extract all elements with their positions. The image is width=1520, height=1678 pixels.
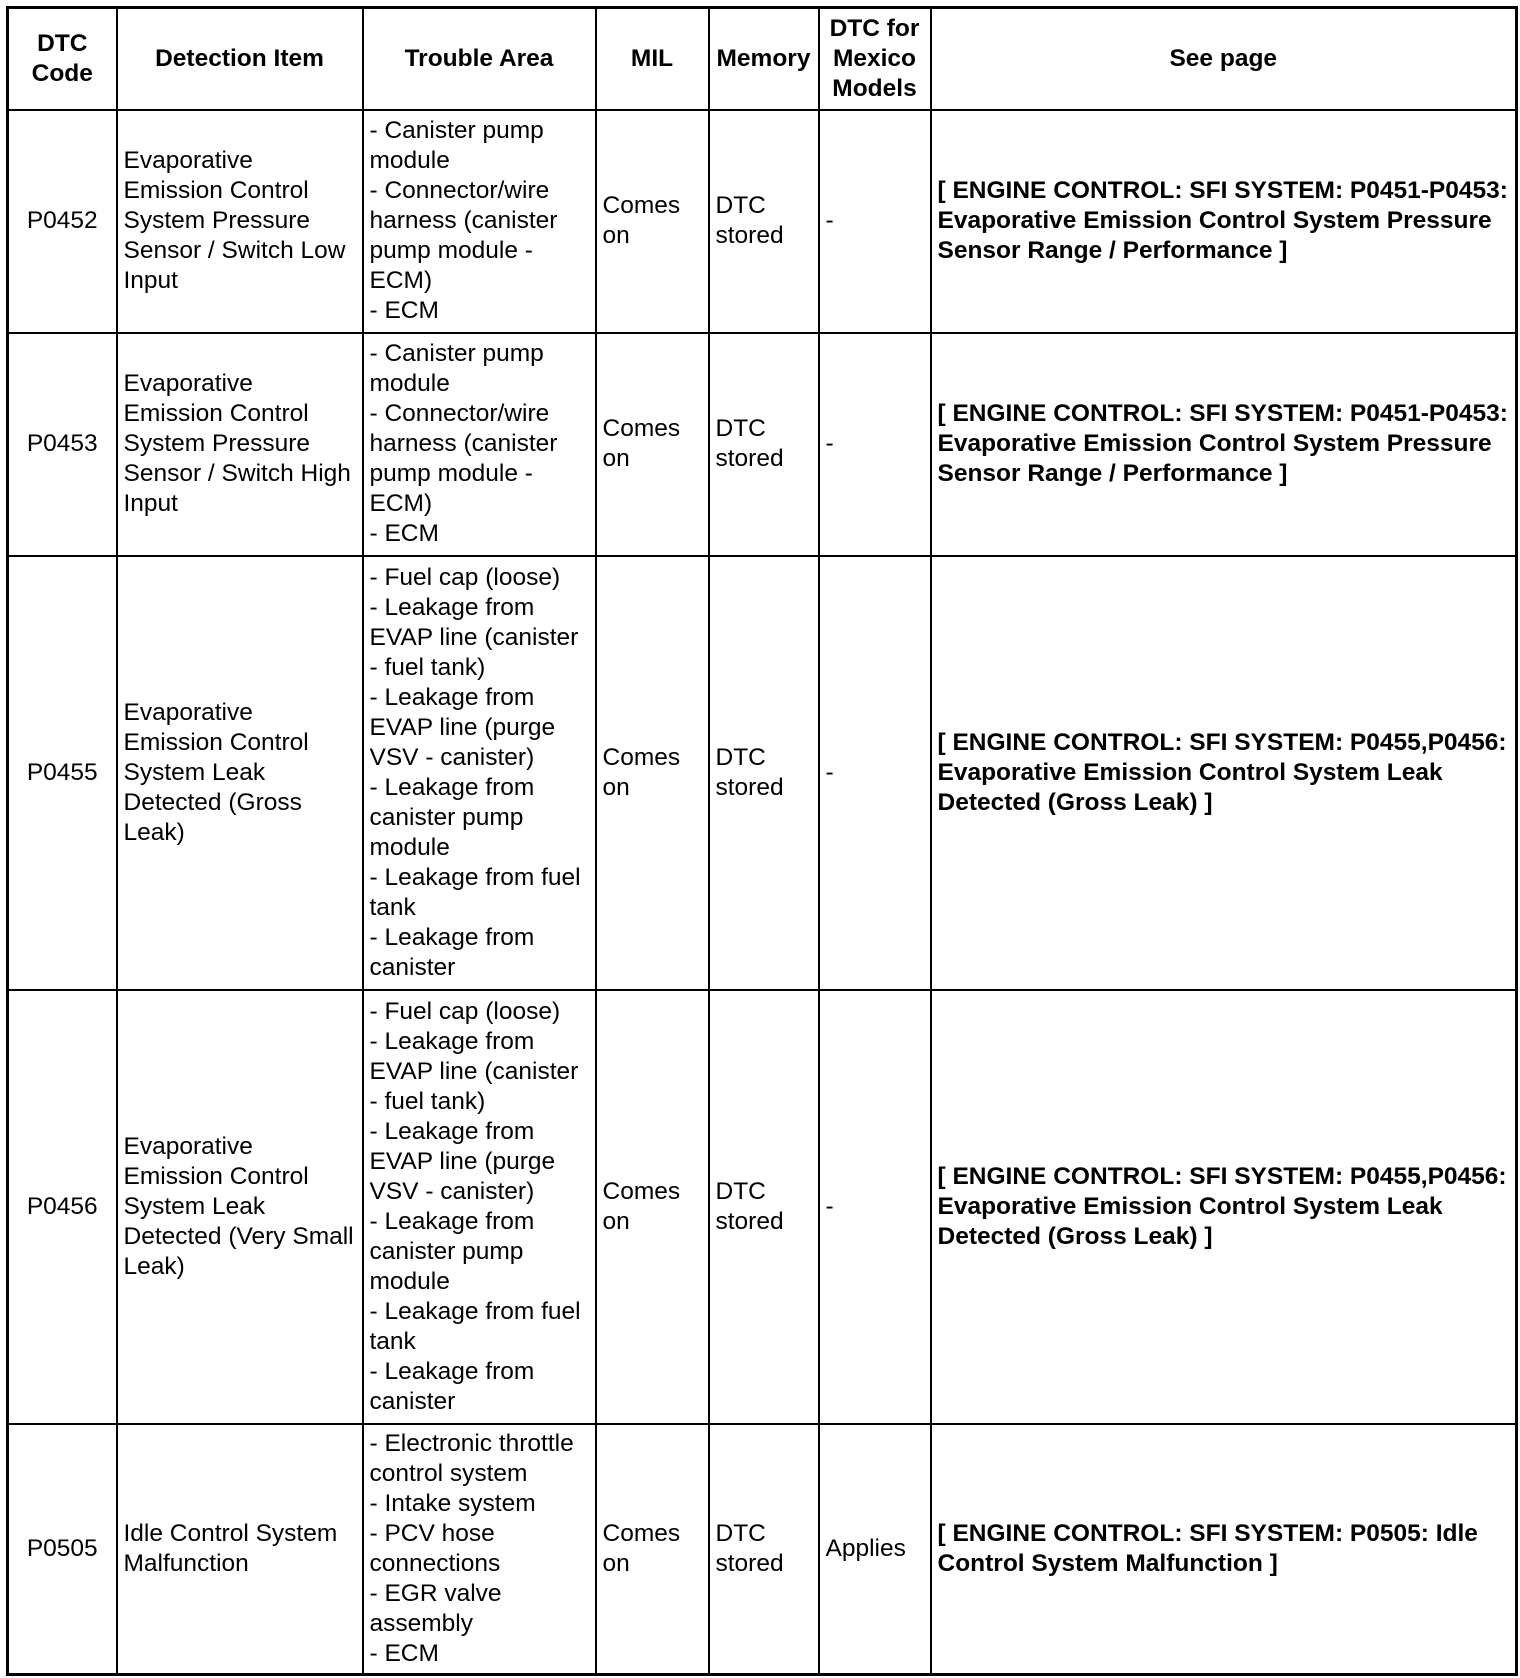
header-see-page: See page <box>931 8 1517 110</box>
trouble-area-line: - Canister pump module <box>369 117 544 174</box>
dtc-code-cell: P0452 <box>8 110 117 333</box>
header-mil: MIL <box>596 8 709 110</box>
mil-cell: Comes on <box>596 333 709 556</box>
header-trouble-area: Trouble Area <box>363 8 596 110</box>
trouble-area-line: - ECM <box>369 1639 439 1667</box>
trouble-area-line: - Fuel cap (loose) <box>369 563 561 591</box>
mil-cell: Comes on <box>596 556 709 990</box>
dtc-mexico-cell: - <box>819 333 931 556</box>
trouble-area-cell <box>363 110 596 333</box>
header-memory: Memory <box>709 8 819 110</box>
header-dtc-code: DTC Code <box>8 8 117 110</box>
trouble-area-cell <box>363 1424 596 1675</box>
trouble-area-line: - Leakage from canister pump module <box>369 1207 535 1295</box>
see-page-link[interactable]: [ ENGINE CONTROL: SFI SYSTEM: P0451-P0453: Evaporative Emission Control System Pressure Sensor Range / Performance ] <box>931 333 1517 556</box>
memory-cell: DTC stored <box>709 1424 819 1675</box>
table-row <box>8 333 1517 556</box>
dtc-mexico-cell: - <box>819 990 931 1424</box>
dtc-code-cell: P0505 <box>8 1424 117 1675</box>
dtc-code-cell: P0453 <box>8 333 117 556</box>
mil-cell: Comes on <box>596 1424 709 1675</box>
trouble-area-line: - Intake system <box>369 1489 536 1517</box>
trouble-area-line: - Leakage from EVAP line (purge VSV - canister) <box>369 1117 556 1205</box>
table-row <box>8 110 1517 333</box>
mil-cell: Comes on <box>596 990 709 1424</box>
trouble-area-line: - Leakage from EVAP line (canister - fuel tank) <box>369 593 579 681</box>
memory-cell: DTC stored <box>709 333 819 556</box>
trouble-area-line: - Fuel cap (loose) <box>369 997 561 1025</box>
dtc-mexico-cell: Applies <box>819 1424 931 1675</box>
trouble-area-cell <box>363 333 596 556</box>
detection-item-cell: Idle Control System Malfunction <box>117 1424 363 1675</box>
trouble-area-line: - PCV hose connections <box>369 1519 501 1577</box>
header-detection-item: Detection Item <box>117 8 363 110</box>
see-page-link[interactable]: [ ENGINE CONTROL: SFI SYSTEM: P0455,P0456: Evaporative Emission Control System Leak Detected (Gross Leak) ] <box>931 556 1517 990</box>
dtc-mexico-cell: - <box>819 110 931 333</box>
dtc-table <box>6 6 1518 1676</box>
see-page-link[interactable]: [ ENGINE CONTROL: SFI SYSTEM: P0505: Idle Control System Malfunction ] <box>931 1424 1517 1675</box>
memory-cell: DTC stored <box>709 110 819 333</box>
trouble-area-cell <box>363 990 596 1424</box>
see-page-link[interactable]: [ ENGINE CONTROL: SFI SYSTEM: P0451-P0453: Evaporative Emission Control System Pressure Sensor Range / Performance ] <box>931 110 1517 333</box>
dtc-code-cell: P0456 <box>8 990 117 1424</box>
trouble-area-line: - Connector/wire harness (canister pump module - ECM) <box>369 177 558 294</box>
detection-item-cell: Evaporative Emission Control System Leak Detected (Very Small Leak) <box>117 990 363 1424</box>
mil-cell: Comes on <box>596 110 709 333</box>
trouble-area-line: - Leakage from canister pump module <box>369 773 535 861</box>
trouble-area-line: - Leakage from fuel tank <box>369 863 581 921</box>
detection-item-cell: Evaporative Emission Control System Pressure Sensor / Switch High Input <box>117 333 363 556</box>
dtc-code-cell: P0455 <box>8 556 117 990</box>
trouble-area-line: - Connector/wire harness (canister pump module - ECM) <box>369 400 558 517</box>
trouble-area-line: - ECM <box>369 520 439 547</box>
trouble-area-line: - ECM <box>369 297 439 324</box>
table-row <box>8 990 1517 1424</box>
trouble-area-line: - Leakage from fuel tank <box>369 1297 581 1355</box>
detection-item-cell: Evaporative Emission Control System Pressure Sensor / Switch Low Input <box>117 110 363 333</box>
table-row <box>8 556 1517 990</box>
trouble-area-line: - Leakage from canister <box>369 923 535 981</box>
trouble-area-line: - EGR valve assembly <box>369 1579 502 1637</box>
trouble-area-line: - Electronic throttle control system <box>369 1429 574 1487</box>
trouble-area-line: - Leakage from EVAP line (purge VSV - canister) <box>369 683 556 771</box>
trouble-area-line: - Leakage from canister <box>369 1357 535 1415</box>
memory-cell: DTC stored <box>709 990 819 1424</box>
header-row <box>8 8 1517 110</box>
table-row <box>8 1424 1517 1675</box>
header-dtc-mexico: DTC for Mexico Models <box>819 8 931 110</box>
dtc-mexico-cell: - <box>819 556 931 990</box>
detection-item-cell: Evaporative Emission Control System Leak Detected (Gross Leak) <box>117 556 363 990</box>
see-page-link[interactable]: [ ENGINE CONTROL: SFI SYSTEM: P0455,P0456: Evaporative Emission Control System Leak Detected (Gross Leak) ] <box>931 990 1517 1424</box>
trouble-area-line: - Canister pump module <box>369 340 544 397</box>
trouble-area-line: - Leakage from EVAP line (canister - fuel tank) <box>369 1027 579 1115</box>
trouble-area-cell <box>363 556 596 990</box>
memory-cell: DTC stored <box>709 556 819 990</box>
